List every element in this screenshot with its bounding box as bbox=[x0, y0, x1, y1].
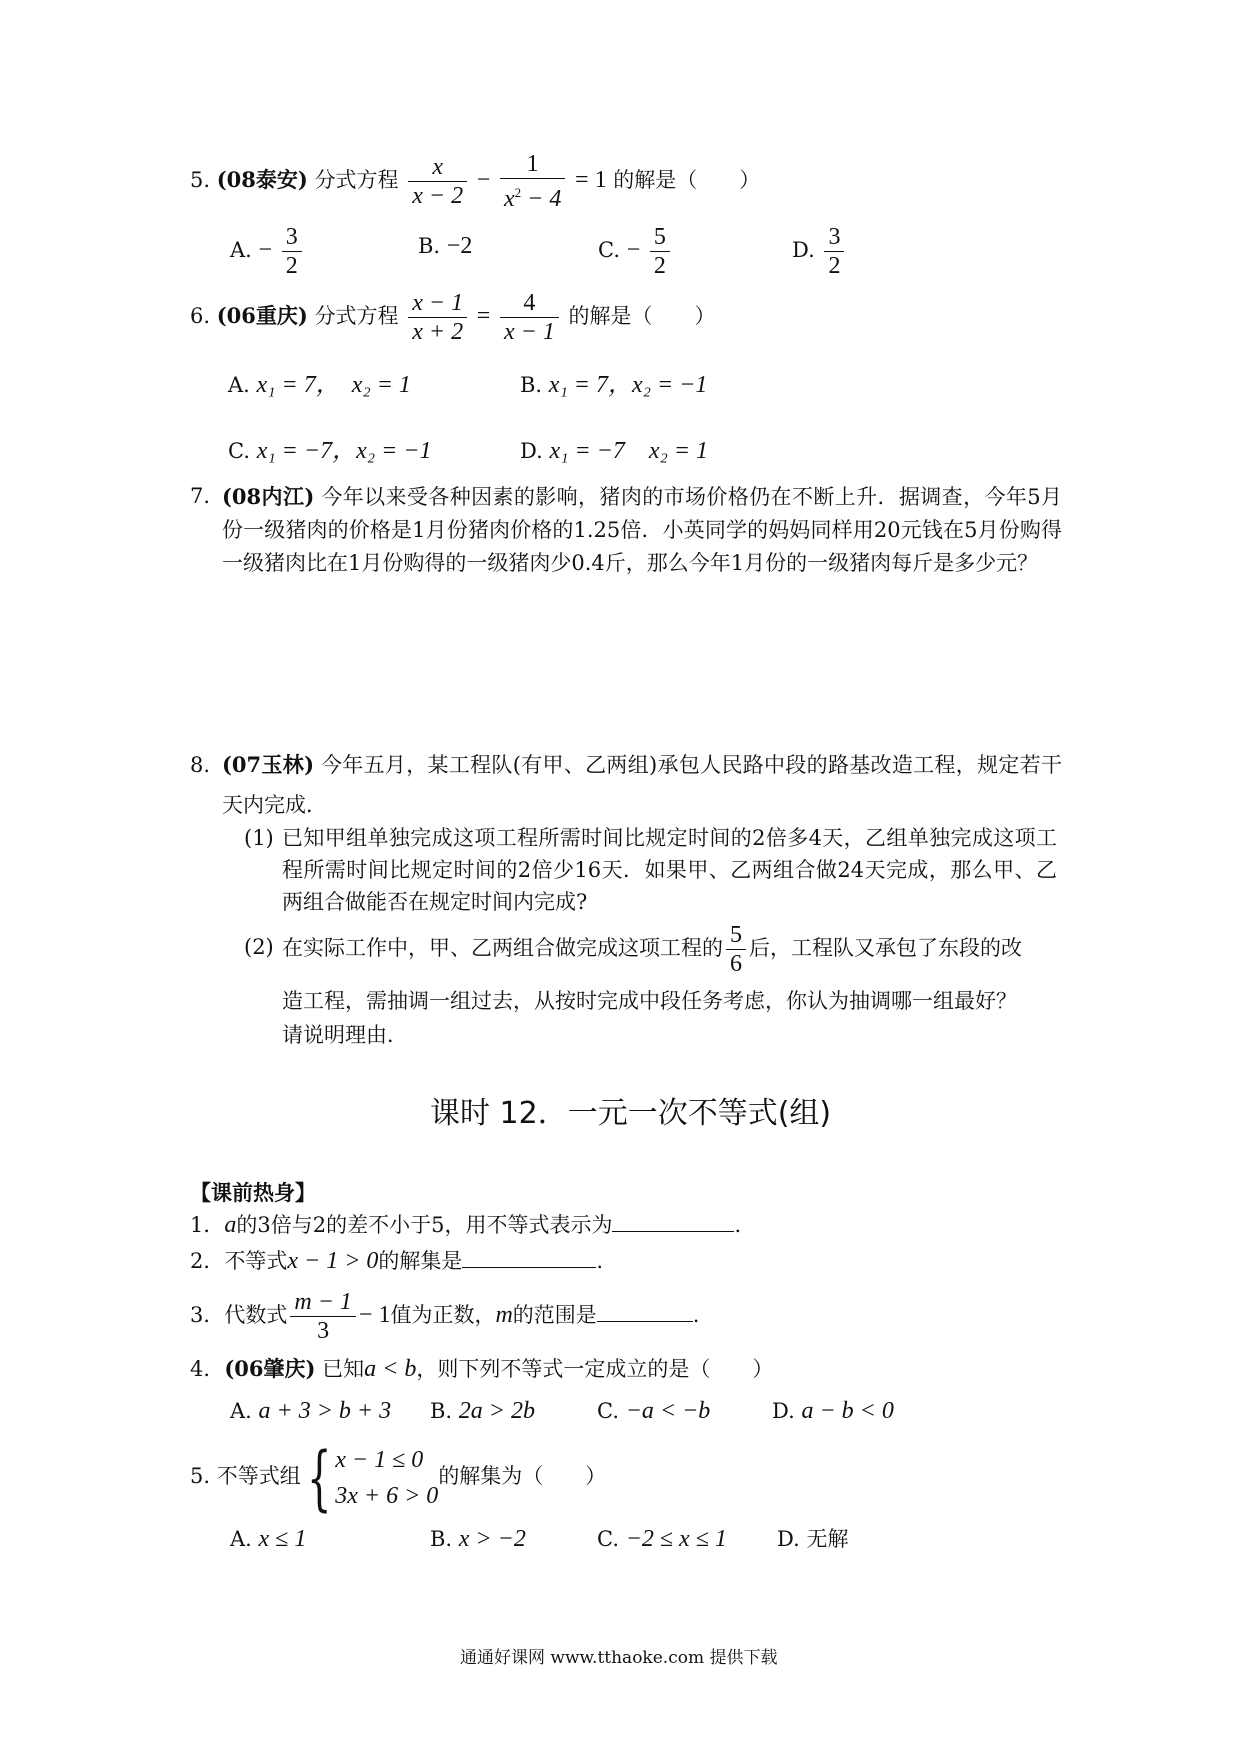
answer-blank[interactable] bbox=[612, 1213, 734, 1232]
problem-source: (06重庆) bbox=[216, 303, 308, 328]
footer-text: 通通好课网 www.tthaoke.com 提供下载 bbox=[460, 1648, 778, 1668]
operator: − bbox=[476, 167, 491, 193]
warmup-question-5-option-b bbox=[430, 1524, 526, 1554]
option-label: A. bbox=[230, 1399, 252, 1423]
problem-5-stem bbox=[190, 148, 760, 212]
question-source: (06肇庆) bbox=[224, 1356, 316, 1381]
option-label: B. bbox=[418, 234, 441, 258]
question-number: 1． bbox=[190, 1213, 225, 1237]
option-text: 2a > 2b bbox=[458, 1398, 535, 1424]
denominator-rest: − 4 bbox=[521, 186, 562, 212]
question-text: 的解集是 bbox=[378, 1249, 463, 1273]
system-line: 3x + 6 > 0 bbox=[335, 1482, 439, 1509]
question-text: 的范围是 bbox=[512, 1303, 597, 1327]
problem-6-stem bbox=[190, 284, 716, 348]
page-footer bbox=[460, 1646, 777, 1670]
problem-body: 今年以来受各种因素的影响，猪肉的市场价格仍在不断上升．据调查，今年5月份一级猪肉的价格是1月份猪肉价格的1.25倍．小英同学的妈妈同样用20元钱在5月份购得一级猪肉比在1月份购得的一级猪肉少0.4斤，那么今年1月份的一级猪肉每斤是多少元？ bbox=[222, 485, 1062, 575]
option-label: D. bbox=[792, 238, 815, 262]
sub-question-2-label bbox=[244, 930, 274, 964]
option-label: C. bbox=[228, 439, 250, 463]
question-number: 4． bbox=[190, 1357, 225, 1381]
problem-8-number bbox=[190, 745, 210, 785]
warmup-question-5-option-d bbox=[777, 1524, 848, 1554]
warmup-question-4-option-b bbox=[430, 1396, 535, 1426]
sub-text: 请说明理由． bbox=[282, 1023, 408, 1047]
variable: a bbox=[224, 1212, 237, 1238]
problem-number: 7. bbox=[190, 484, 211, 508]
option-text: x₁ = −7，x₂ = −1 bbox=[256, 438, 432, 464]
option-text: −2 ≤ x ≤ 1 bbox=[625, 1526, 727, 1552]
problem-5-option-c bbox=[598, 218, 673, 282]
warmup-question-4-option-a bbox=[230, 1396, 391, 1426]
question-text: 5. 不等式组 bbox=[190, 1464, 301, 1488]
option-label: B. bbox=[520, 373, 543, 397]
option-label: A. bbox=[228, 373, 250, 397]
sub-text: 后，工程队又承包了东段的改 bbox=[749, 936, 1022, 960]
option-label: D. bbox=[520, 439, 543, 463]
option-label: A. bbox=[230, 1527, 252, 1551]
option-text: x₁ = 7，x₂ = −1 bbox=[548, 372, 708, 398]
problem-5-option-a bbox=[230, 218, 305, 282]
variable: m bbox=[495, 1302, 513, 1328]
inequality: a < b bbox=[364, 1356, 417, 1382]
question-text: ，则下列不等式一定成立的是（ ） bbox=[416, 1357, 774, 1381]
warmup-question-4-option-d bbox=[772, 1396, 894, 1426]
option-label: D. bbox=[777, 1527, 800, 1551]
fraction bbox=[824, 223, 844, 280]
numerator: x bbox=[408, 153, 467, 182]
numerator: 3 bbox=[824, 223, 844, 252]
warmup-question-4-option-c bbox=[597, 1396, 710, 1426]
warmup-question-4 bbox=[190, 1354, 773, 1384]
sub-text: 造工程，需抽调一组过去，从按时完成中段任务考虑，你认为抽调哪一组最好？ bbox=[282, 989, 1017, 1013]
denominator bbox=[500, 179, 565, 213]
denominator: x − 1 bbox=[504, 319, 555, 345]
question-text: 的3倍与2的差不小于5，用不等式表示为 bbox=[236, 1213, 613, 1237]
punctuation: . bbox=[692, 1303, 700, 1327]
warmup-question-5 bbox=[190, 1436, 607, 1519]
problem-prefix: 分式方程 bbox=[314, 168, 399, 192]
option-text: a + 3 > b + 3 bbox=[258, 1398, 392, 1424]
fraction bbox=[282, 223, 302, 280]
sub-label: (1) bbox=[244, 826, 274, 850]
problem-7-number bbox=[190, 480, 210, 513]
problem-number: 5. bbox=[190, 168, 211, 192]
problem-number: 6. bbox=[190, 304, 211, 328]
option-text: x > −2 bbox=[458, 1526, 526, 1552]
problem-6-option-a bbox=[228, 364, 411, 399]
section-title bbox=[430, 1094, 831, 1134]
system-line: x − 1 ≤ 0 bbox=[335, 1446, 424, 1473]
sub-question-2-line1 bbox=[282, 918, 1022, 978]
problem-7-text bbox=[222, 480, 1062, 580]
numerator: 3 bbox=[282, 223, 302, 252]
question-text: 2．不等式 bbox=[190, 1249, 288, 1273]
problem-5-option-b bbox=[418, 226, 472, 266]
exponent: 2 bbox=[514, 185, 522, 200]
question-text: 已知 bbox=[322, 1357, 365, 1381]
option-text: −a < −b bbox=[625, 1398, 711, 1424]
denominator: 3 bbox=[317, 1318, 330, 1344]
problem-source: (07玉林) bbox=[222, 752, 315, 777]
sub-question-1-text bbox=[282, 822, 1057, 918]
equals-one: = 1 bbox=[575, 167, 607, 193]
answer-blank[interactable] bbox=[462, 1249, 596, 1268]
inequality: x − 1 > 0 bbox=[287, 1248, 379, 1274]
question-text: 3．代数式 bbox=[190, 1303, 288, 1327]
problem-8-text bbox=[222, 745, 1062, 825]
fraction bbox=[290, 1288, 356, 1345]
denominator: 2 bbox=[828, 253, 841, 279]
inequality-system bbox=[335, 1442, 438, 1514]
fraction bbox=[408, 289, 467, 346]
numerator: 5 bbox=[726, 921, 746, 950]
fraction bbox=[500, 150, 565, 213]
problem-6-option-d bbox=[520, 430, 708, 465]
fraction bbox=[650, 223, 670, 280]
numerator: 1 bbox=[500, 150, 565, 179]
question-text: 值为正数， bbox=[390, 1303, 496, 1327]
fraction bbox=[726, 921, 746, 978]
problem-suffix: 的解是（ ） bbox=[613, 168, 761, 192]
problem-source: (08内江) bbox=[222, 484, 315, 509]
expression: − 1 bbox=[358, 1302, 391, 1328]
option-text: a − b < 0 bbox=[801, 1398, 894, 1424]
numerator: m − 1 bbox=[290, 1288, 356, 1317]
denominator: x − 2 bbox=[412, 183, 464, 209]
equals: = bbox=[476, 303, 491, 329]
option-label: B. bbox=[430, 1527, 453, 1551]
problem-suffix: 的解是（ ） bbox=[568, 304, 716, 328]
problem-6-option-c bbox=[228, 430, 431, 465]
warmup-heading bbox=[190, 1178, 316, 1208]
problem-6-option-b bbox=[520, 364, 707, 399]
sub-text: 在实际工作中，甲、乙两组合做完成这项工程的 bbox=[282, 936, 723, 960]
problem-5-option-d bbox=[792, 218, 847, 282]
option-text: 无解 bbox=[806, 1527, 849, 1551]
warmup-question-5-option-c bbox=[597, 1524, 727, 1554]
denominator: 2 bbox=[285, 253, 298, 279]
option-label: A. bbox=[230, 238, 252, 262]
numerator: x − 1 bbox=[408, 289, 467, 318]
option-value: −2 bbox=[446, 233, 473, 259]
fraction bbox=[408, 153, 467, 210]
answer-blank[interactable] bbox=[597, 1303, 693, 1322]
problem-prefix: 分式方程 bbox=[314, 304, 399, 328]
problem-source: (08泰安) bbox=[216, 167, 308, 192]
problem-body: 今年五月，某工程队(有甲、乙两组)承包人民路中段的路基改造工程，规定若干天内完成． bbox=[222, 753, 1062, 817]
option-label: C. bbox=[597, 1527, 619, 1551]
punctuation: . bbox=[596, 1249, 604, 1273]
option-text: x₁ = −7 x₂ = 1 bbox=[549, 438, 709, 464]
warmup-question-5-option-a bbox=[230, 1524, 306, 1554]
sub-label: (2) bbox=[244, 935, 274, 959]
numerator: 4 bbox=[500, 289, 559, 318]
sub-question-2-line3 bbox=[282, 1018, 408, 1052]
option-label: D. bbox=[772, 1399, 795, 1423]
fraction bbox=[500, 289, 559, 346]
sub-text: 已知甲组单独完成这项工程所需时间比规定时间的2倍多4天，乙组单独完成这项工程所需时间比规定时间的2倍少16天．如果甲、乙两组合做24天完成，那么甲、乙两组合做能否在规定时间内完成? bbox=[282, 826, 1057, 914]
punctuation: . bbox=[734, 1213, 742, 1237]
denominator-base: x bbox=[504, 186, 515, 212]
option-text: x ≤ 1 bbox=[258, 1526, 307, 1552]
denominator: x + 2 bbox=[412, 319, 464, 345]
option-label: B. bbox=[430, 1399, 453, 1423]
denominator: 6 bbox=[730, 951, 742, 977]
problem-number: 8. bbox=[190, 753, 211, 777]
option-text: x₁ = 7， x₂ = 1 bbox=[256, 372, 411, 398]
option-sign: − bbox=[258, 237, 273, 263]
warmup-question-3 bbox=[190, 1282, 699, 1348]
numerator: 5 bbox=[650, 223, 670, 252]
denominator: 2 bbox=[653, 253, 666, 279]
option-label: C. bbox=[598, 238, 620, 262]
section-title-text: 课时 12．一元一次不等式(组) bbox=[430, 1096, 832, 1131]
sub-question-1-label bbox=[244, 822, 274, 854]
warmup-question-1 bbox=[190, 1210, 741, 1240]
warmup-heading-text: 【课前热身】 bbox=[190, 1180, 316, 1205]
option-label: C. bbox=[597, 1399, 619, 1423]
brace-icon: { bbox=[306, 1436, 332, 1519]
sub-question-2-line2 bbox=[282, 984, 1017, 1018]
question-text: 的解集为（ ） bbox=[438, 1464, 607, 1488]
warmup-question-2 bbox=[190, 1246, 603, 1276]
option-sign: − bbox=[626, 237, 641, 263]
